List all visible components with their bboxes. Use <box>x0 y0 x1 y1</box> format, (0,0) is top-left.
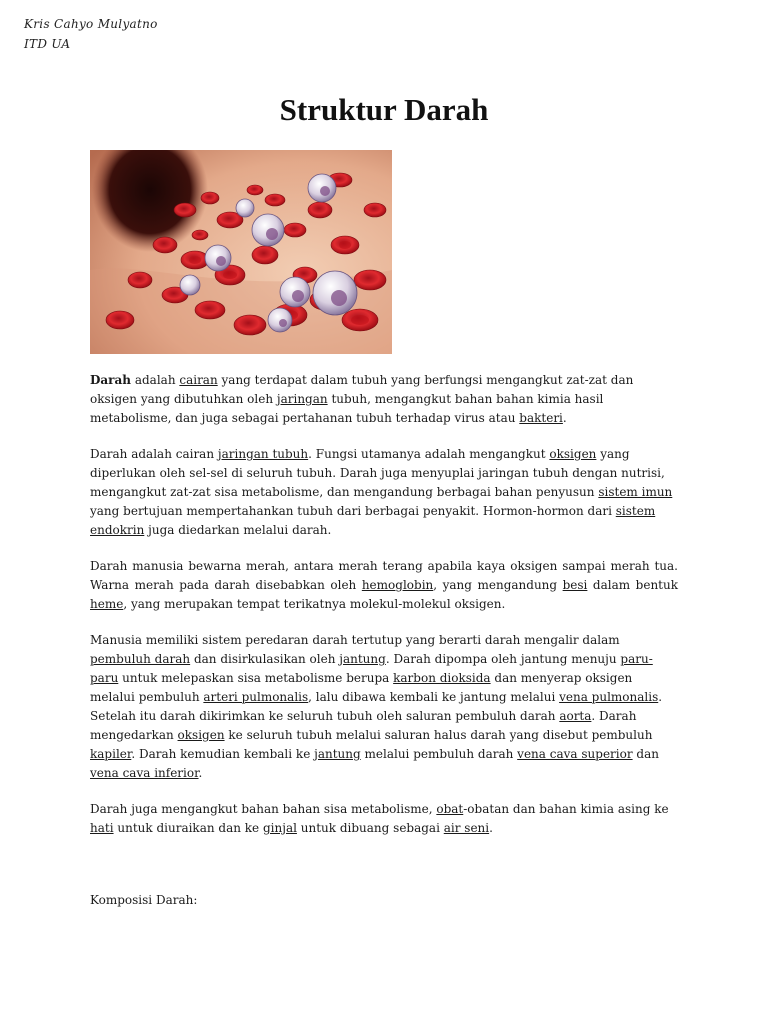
text-run: dalam bentuk <box>587 578 678 592</box>
paragraph-intro <box>90 371 678 428</box>
term-link[interactable]: cairan <box>179 373 218 387</box>
text-run: Darah adalah cairan <box>90 447 218 461</box>
term-link[interactable]: jantung <box>314 747 361 761</box>
page-title: Struktur Darah <box>279 92 489 127</box>
text-run: ke seluruh tubuh melalui saluran halus darah yang disebut pembuluh <box>224 728 653 742</box>
text-run: Darah manusia bewarna merah, antara merah terang apabila kaya oksigen sampai merah tua. Warna merah pada darah disebabkan oleh <box>90 559 678 592</box>
text-run: untuk melepaskan sisa metabolisme berupa <box>118 671 394 685</box>
paragraph-circulation <box>90 631 678 783</box>
text-run: dan menyerap oksigen melalui pembuluh <box>90 671 633 704</box>
author-signature <box>24 14 158 54</box>
term-link[interactable]: paru-paru <box>90 652 653 685</box>
term-link[interactable]: vena pulmonalis <box>559 690 659 704</box>
term-link[interactable]: hemoglobin <box>361 578 434 592</box>
text-run: -obatan dan bahan kimia asing ke <box>463 802 669 816</box>
text-run: , yang merupakan tempat terikatnya molekul-molekul oksigen. <box>123 597 506 611</box>
text-run: dan <box>632 747 659 761</box>
term-link[interactable]: arteri pulmonalis <box>203 690 309 704</box>
term-link[interactable]: vena cava inferior <box>90 766 199 780</box>
text-run: , lalu dibawa kembali ke jantung melalui <box>308 690 560 704</box>
term-link[interactable]: hati <box>90 821 114 835</box>
author-affiliation: ITD UA <box>24 37 71 51</box>
term-link[interactable]: sistem imun <box>598 485 673 499</box>
text-run: adalah <box>131 373 180 387</box>
blood-cells-illustration-icon <box>90 150 392 354</box>
text-run: untuk diuraikan dan ke <box>113 821 263 835</box>
term-link[interactable]: besi <box>562 578 588 592</box>
term-link[interactable]: sistem endokrin <box>90 504 656 537</box>
text-run: . Fungsi utamanya adalah mengangkut <box>308 447 550 461</box>
term-link[interactable]: ginjal <box>262 821 297 835</box>
text-run: Manusia memiliki sistem peredaran darah tertutup yang berarti darah mengalir dalam <box>90 633 620 647</box>
term-link[interactable]: karbon dioksida <box>393 671 491 685</box>
term-link[interactable]: pembuluh darah <box>90 652 191 666</box>
blood-cells-image <box>90 150 392 354</box>
article-body <box>90 371 678 927</box>
text-run: juga diedarkan melalui darah. <box>144 523 332 537</box>
spacer <box>90 855 678 891</box>
text-run: yang bertujuan mempertahankan tubuh dari berbagai penyakit. Hormon-hormon dari <box>90 504 616 518</box>
term-link[interactable]: heme <box>90 597 124 611</box>
text-run: untuk dibuang sebagai <box>296 821 444 835</box>
text-run: yang terdapat dalam tubuh yang berfungsi mengangkut zat-zat dan oksigen yang dibutuhkan oleh <box>90 373 634 406</box>
term-link[interactable]: obat <box>436 802 464 816</box>
term-link[interactable]: jaringan tubuh <box>217 447 309 461</box>
term-link[interactable]: jaringan <box>276 392 328 406</box>
text-run: Darah juga mengangkut bahan bahan sisa metabolisme, <box>90 802 437 816</box>
text-run: dan disirkulasikan oleh <box>190 652 340 666</box>
term-link[interactable]: oksigen <box>177 728 225 742</box>
text-run: . Darah mengedarkan <box>90 709 637 742</box>
term-link[interactable]: aorta <box>559 709 592 723</box>
text-run: , yang mengandung <box>433 578 563 592</box>
term-link[interactable]: kapiler <box>90 747 132 761</box>
author-name: Kris Cahyo Mulyatno <box>24 17 158 31</box>
section-label-composition: Komposisi Darah: <box>90 893 198 907</box>
term-link[interactable]: vena cava superior <box>517 747 633 761</box>
text-run: . <box>198 766 203 780</box>
text-run: . <box>489 821 493 835</box>
text-run: melalui pembuluh darah <box>360 747 518 761</box>
text-run: tubuh, mengangkut bahan bahan kimia hasil metabolisme, dan juga sebagai pertahanan tubuh terhadap virus atau <box>90 392 604 425</box>
paragraph-color <box>90 557 678 614</box>
text-run: . Setelah itu darah dikirimkan ke seluruh tubuh oleh saluran pembuluh darah <box>90 690 663 723</box>
text-run: yang diperlukan oleh sel-sel di seluruh tubuh. Darah juga menyuplai jaringan tubuh dengan nutrisi, mengangkut zat-zat sisa metabolisme, dan mengandung berbagai bahan penyusun <box>90 447 665 499</box>
text-run: . <box>562 411 567 425</box>
paragraph-function <box>90 445 678 540</box>
term-link[interactable]: bakteri <box>519 411 563 425</box>
term-link[interactable]: jantung <box>339 652 386 666</box>
term-link[interactable]: air seni <box>443 821 490 835</box>
text-run: . Darah kemudian kembali ke <box>131 747 315 761</box>
text-run: . Darah dipompa oleh jantung menuju <box>385 652 621 666</box>
paragraph-waste <box>90 800 678 838</box>
bold-term: Darah <box>90 373 132 387</box>
term-link[interactable]: oksigen <box>549 447 597 461</box>
